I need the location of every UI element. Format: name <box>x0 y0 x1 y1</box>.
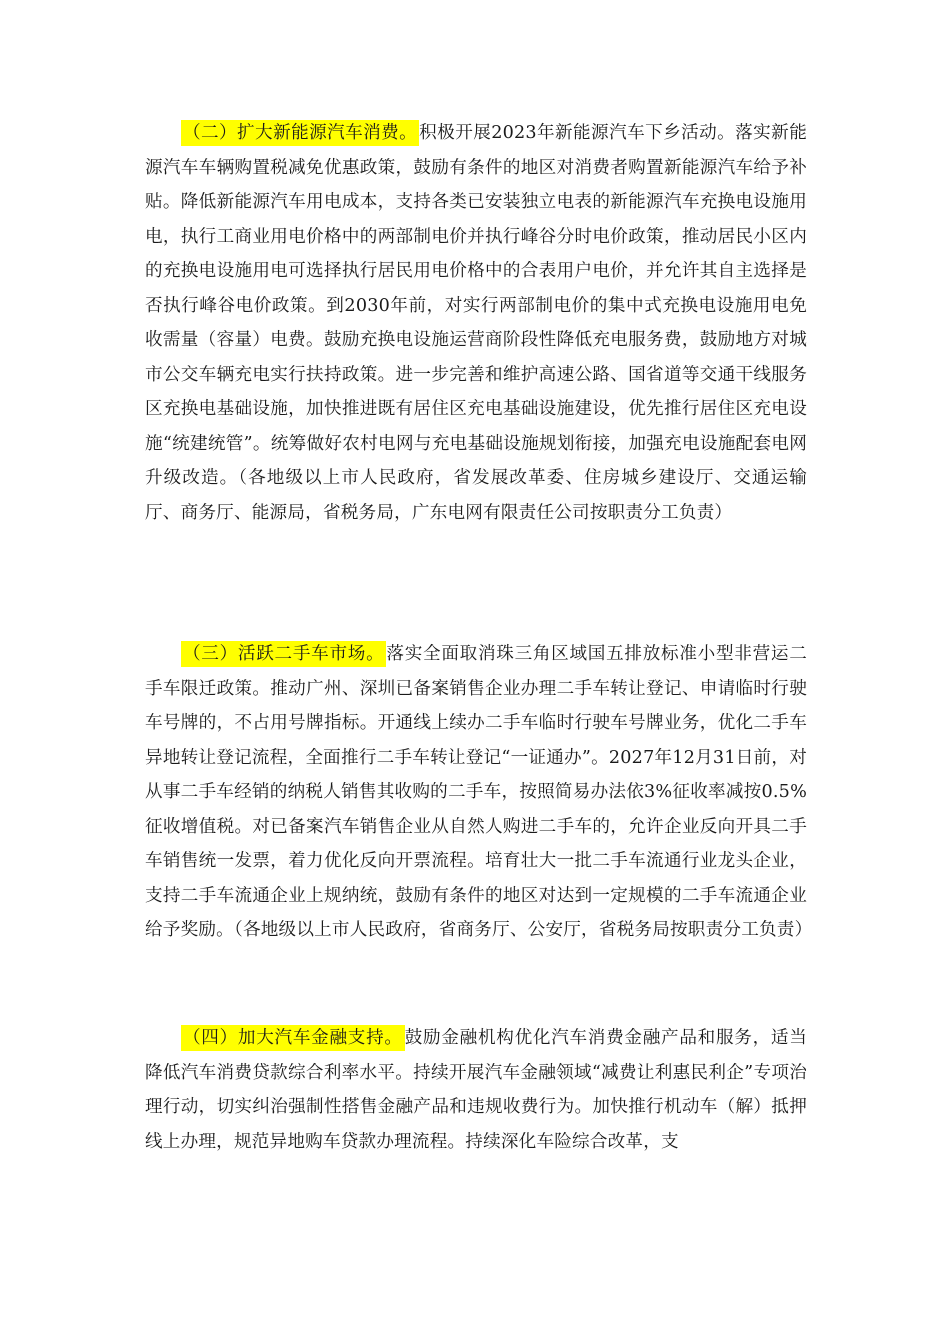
paragraph-auto-finance <box>145 1021 807 1159</box>
highlighted-heading: （四）加大汽车金融支持。 <box>181 1025 405 1051</box>
paragraph-used-car-market <box>145 637 813 948</box>
highlighted-heading: （三）活跃二手车市场。 <box>181 641 386 667</box>
paragraph-new-energy-vehicles <box>145 116 807 530</box>
paragraph-body: 鼓励金融机构优化汽车消费金融产品和服务，适当降低汽车消费贷款综合利率水平。持续开展汽车金融领域“减费让利惠民利企”专项治理行动，切实纠治强制性搭售金融产品和违规收费行为。加快推行机动车（解）抵押线上办理，规范异地购车贷款办理流程。持续深化车险综合改革，支 <box>145 1028 808 1152</box>
highlighted-heading: （二）扩大新能源汽车消费。 <box>181 120 419 146</box>
paragraph-body: 积极开展2023年新能源汽车下乡活动。落实新能源汽车车辆购置税减免优惠政策，鼓励有条件的地区对消费者购置新能源汽车给予补贴。降低新能源汽车用电成本，支持各类已安装独立电表的新能源汽车充换电设施用电，执行工商业用电价格中的两部制电价并执行峰谷分时电价政策，推动居民小区内的充换电设施用电可选择执行居民用电价格中的合表用户电价，并允许其自主选择是否执行峰谷电价政策。到2030年前，对实行两部制电价的集中式充换电设施用电免收需量（容量）电费。鼓励充换电设施运营商阶段性降低充电服务费，鼓励地方对城市公交车辆充电实行扶持政策。进一步完善和维护高速公路、国省道等交通干线服务区充换电基础设施，加快推进既有居住区充电基础设施建设，优先推行居住区充电设施“统建统管”。统筹做好农村电网与充电基础设施规划衔接，加强充电设施配套电网升级改造。（各地级以上市人民政府，省发展改革委、住房城乡建设厅、交通运输厅、商务厅、能源局，省税务局，广东电网有限责任公司按职责分工负责） <box>145 123 807 523</box>
paragraph-body: 落实全面取消珠三角区域国五排放标准小型非营运二手车限迁政策。推动广州、深圳已备案销售企业办理二手车转让登记、申请临时行驶车号牌的，不占用号牌指标。开通线上续办二手车临时行驶车号牌业务，优化二手车异地转让登记流程，全面推行二手车转让登记“一证通办”。2027年12月31日前，对从事二手车经销的纳税人销售其收购的二手车，按照简易办法依3%征收率减按0.5%征收增值税。对已备案汽车销售企业从自然人购进二手车的，允许企业反向开具二手车销售统一发票，着力优化反向开票流程。培育壮大一批二手车流通行业龙头企业，支持二手车流通企业上规纳统，鼓励有条件的地区对达到一定规模的二手车流通企业给予奖励。（各地级以上市人民政府，省商务厅、公安厅，省税务局按职责分工负责） <box>145 644 813 940</box>
